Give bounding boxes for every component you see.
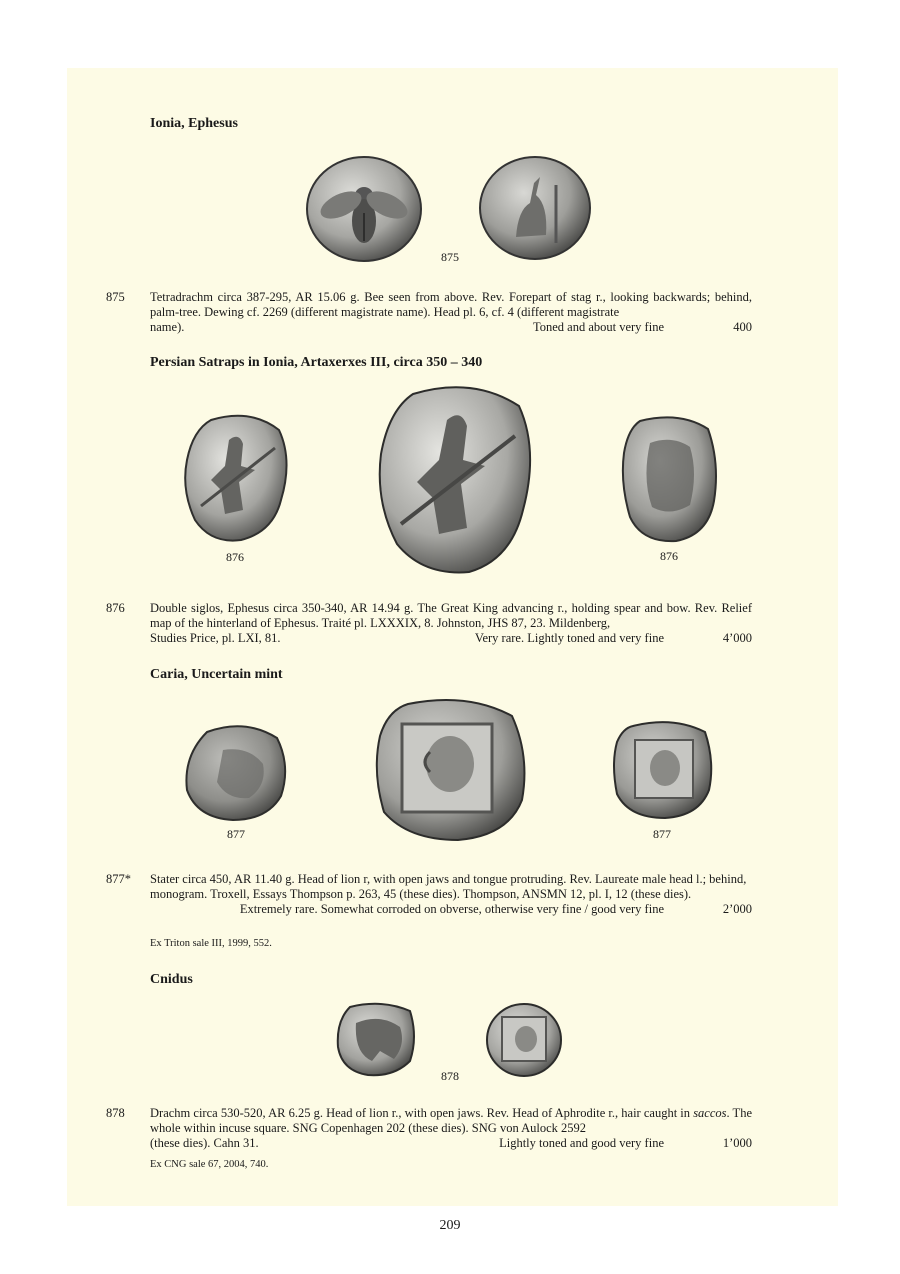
lot-875-tail: name). — [150, 320, 185, 334]
coin-875-obverse-image — [305, 155, 423, 263]
lot-878-grade: Lightly toned and good very fine — [499, 1136, 664, 1150]
lot-877-body: Stater circa 450, AR 11.40 g. Head of lion r, with open jaws and tongue protruding. Rev. Laureate male head l.; behind, monogram. Troxell, Essays Thompson p. 263, 45 (these dies). Thompson, ANSMN 12, pl. I, 12 (these dies). — [150, 872, 747, 901]
image-caption-878: 878 — [441, 1069, 459, 1083]
lot-875-price: 400 — [733, 320, 752, 334]
coin-878-reverse-image — [484, 1001, 564, 1079]
lot-description-876 — [150, 601, 752, 646]
coin-877-enlargement-image — [372, 696, 528, 842]
lot-878-last-line — [150, 1136, 752, 1151]
section-heading-ephesus: Ionia, Ephesus — [150, 116, 238, 131]
section-heading-persian-satraps: Persian Satraps in Ionia, Artaxerxes III, circa 350 – 340 — [150, 355, 483, 370]
lot-878-price: 1’000 — [722, 1136, 752, 1150]
lot-number-875: 875 — [106, 290, 125, 304]
lot-875-last-line — [150, 320, 752, 335]
lot-878-italic-term: saccos — [693, 1106, 727, 1120]
lot-876-tail: Studies Price, pl. LXI, 81. — [150, 631, 281, 645]
provenance-878: Ex CNG sale 67, 2004, 740. — [150, 1159, 269, 1170]
image-caption-877-right: 877 — [653, 827, 671, 841]
section-heading-caria: Caria, Uncertain mint — [150, 667, 283, 682]
coin-876-reverse-image — [620, 413, 720, 543]
lot-875-body: Tetradrachm circa 387-295, AR 15.06 g. Bee seen from above. Rev. Forepart of stag r., looking backwards; behind, palm-tree. Dewing cf. 2269 (different magistrate name). Head pl. 6, cf. 4 (different magistrate — [150, 290, 752, 319]
image-caption-877-left: 877 — [227, 827, 245, 841]
coin-875-reverse-image — [478, 155, 592, 261]
provenance-877: Ex Triton sale III, 1999, 552. — [150, 938, 272, 949]
lot-877-last-line — [150, 902, 752, 917]
coin-877-obverse-image — [183, 720, 291, 822]
lot-878-tail: (these dies). Cahn 31. — [150, 1136, 259, 1150]
lot-description-877 — [150, 872, 752, 917]
image-caption-876-left: 876 — [226, 550, 244, 564]
coin-878-obverse-image — [336, 1001, 418, 1077]
lot-877-grade: Extremely rare. Somewhat corroded on obverse, otherwise very fine / good very fine — [239, 902, 664, 916]
image-caption-876-right: 876 — [660, 549, 678, 563]
lot-875-grade: Toned and about very fine — [532, 320, 664, 334]
lot-876-body: Double siglos, Ephesus circa 350-340, AR 14.94 g. The Great King advancing r., holding spear and bow. Rev. Relief map of the hinterland of Ephesus. Traité pl. LXXXIX, 8. Johnston, JHS 87, 23. Mildenberg, — [150, 601, 752, 630]
page-number: 209 — [439, 1218, 461, 1233]
lot-number-877: 877* — [106, 872, 131, 886]
lot-877-price: 2’000 — [722, 902, 752, 916]
lot-number-878: 878 — [106, 1106, 125, 1120]
lot-878-body-start: Drachm circa 530-520, AR 6.25 g. Head of lion r., with open jaws. Rev. Head of Aphrodite r., hair caught in — [150, 1106, 694, 1120]
coin-876-obverse-image — [181, 410, 291, 545]
lot-number-876: 876 — [106, 601, 125, 615]
lot-876-price: 4’000 — [722, 631, 752, 645]
coin-876-enlargement-image — [373, 380, 538, 576]
lot-878-body — [150, 1106, 752, 1136]
lot-878-body-end: . The whole within incuse square. SNG Copenhagen 202 (these dies). SNG von Aulock 2592 — [150, 1106, 752, 1135]
lot-description-875 — [150, 290, 752, 335]
lot-876-grade: Very rare. Lightly toned and very fine — [474, 631, 664, 645]
lot-876-last-line — [150, 631, 752, 646]
lot-description-878 — [150, 1106, 752, 1151]
image-caption-875: 875 — [441, 250, 459, 264]
section-heading-cnidus: Cnidus — [150, 972, 193, 987]
coin-877-reverse-image — [611, 718, 715, 820]
